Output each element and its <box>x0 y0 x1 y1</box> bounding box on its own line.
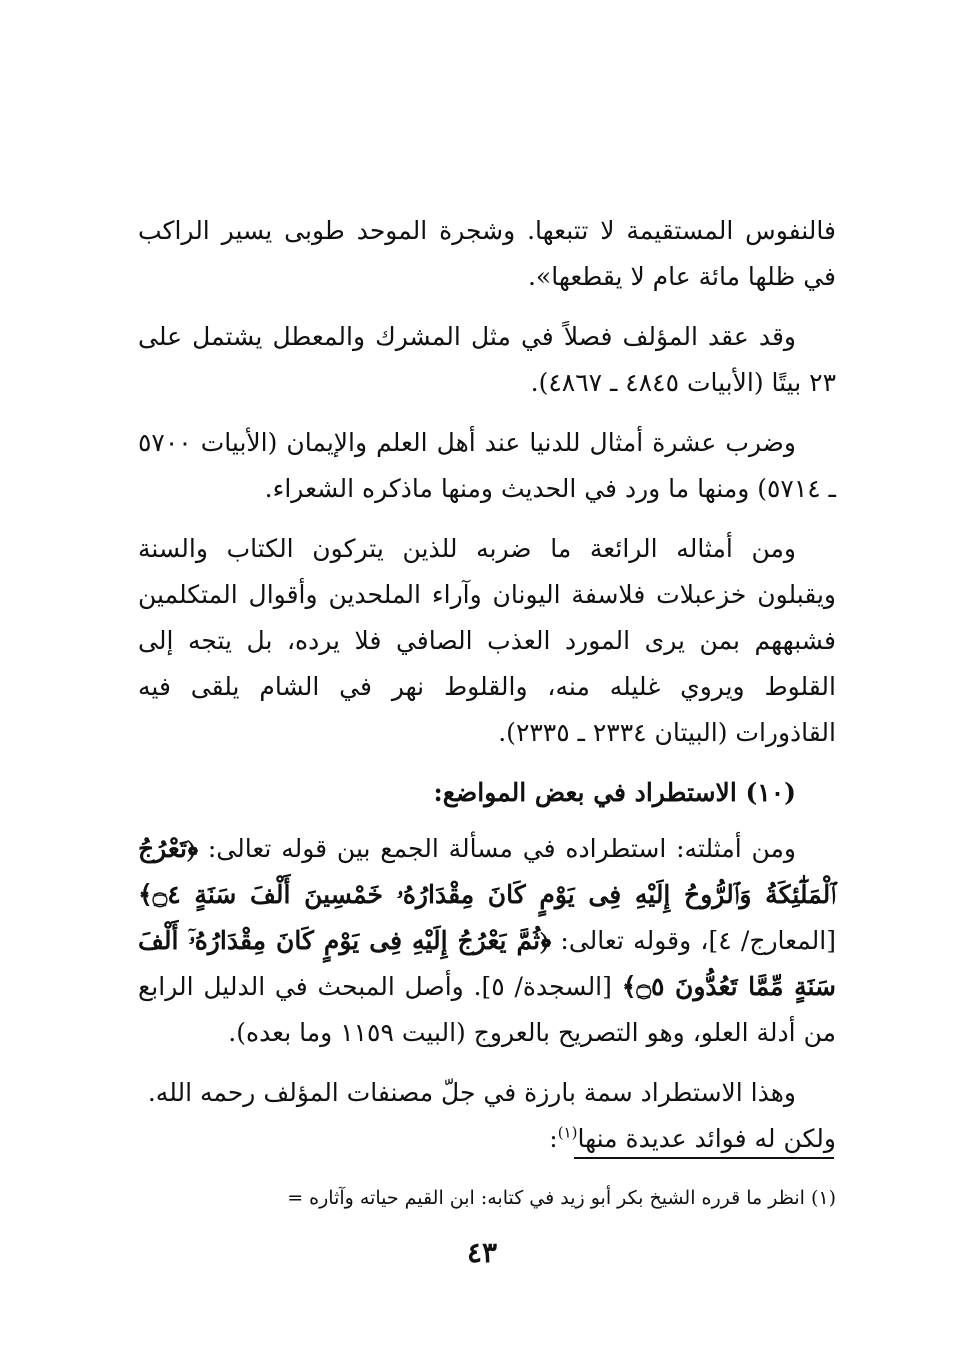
reference-2: [السجدة/ ٥]. وأصل المبحث في الدليل الرابع من أدلة العلو، وهو التصريح بالعروج (البيت ١١٥٩ وما بعده). <box>138 972 836 1047</box>
example-intro: ومن أمثلته: استطراده في مسألة الجمع بين قوله تعالى: <box>198 834 796 863</box>
quran-verse-1: ﴿تَعْرُجُ ٱلْمَلَٰٓئِكَةُ وَٱلرُّوحُ إِلَيْهِ فِى يَوْمٍ كَانَ مِقْدَارُهُۥ خَمْسِينَ أَلْفَ سَنَةٍ ۝٤﴾ <box>138 834 836 909</box>
closing-line-2: ولكن له فوائد عديدة منها <box>577 1124 836 1153</box>
paragraph-world-examples: وضرب عشرة أمثال للدنيا عند أهل العلم والإيمان (الأبيات ٥٧٠٠ ـ ٥٧١٤) ومنها ما ورد في الحديث ومنها ماذكره الشعراء. <box>138 428 836 503</box>
paragraph-closing <box>138 1070 836 1162</box>
closing-line-2-end: : <box>549 1124 558 1153</box>
reference-1: [المعارج/ ٤]، وقوله تعالى: <box>551 926 836 955</box>
footnote-divider <box>574 1157 834 1159</box>
footnote-text: (١) انظر ما قرره الشيخ بكر أبو زيد في كتابه: ابن القيم حياته وآثاره = <box>287 1187 836 1209</box>
page-number: ٤٣ <box>466 1236 498 1269</box>
closing-line-1: وهذا الاستطراد سمة بارزة في جلّ مصنفات المؤلف رحمه الله. <box>147 1078 796 1107</box>
paragraph-polytheist-example: وقد عقد المؤلف فصلاً في مثل المشرك والمعطل يشتمل على ٢٣ بيتًا (الأبيات ٤٨٤٥ ـ ٤٨٦٧). <box>138 322 836 397</box>
main-text <box>138 208 836 1162</box>
section-heading: (١٠) الاستطراد في بعض المواضع: <box>433 778 796 807</box>
paragraph-quran-example <box>138 826 836 1056</box>
footnote-marker[interactable]: (١) <box>557 1123 578 1142</box>
paragraph-continuation: فالنفوس المستقيمة لا تتبعها. وشجرة الموحد طوبى يسير الراكب في ظلها مائة عام لا يقطعها». <box>138 216 836 291</box>
paragraph-qallut-example: ومن أمثاله الرائعة ما ضربه للذين يتركون الكتاب والسنة ويقبلون خزعبلات فلاسفة اليونان وآراء الملحدين وأقوال المتكلمين فشبههم بمن يرى المورد العذب الصافي فلا يرده، بل يتجه إلى القلوط ويروي غليله منه، والقلوط نهر في الشام يلقى فيه القاذورات (البيتان ٢٣٣٤ ـ ٢٣٣٥). <box>138 534 836 747</box>
quran-verse-2: ﴿ثُمَّ يَعْرُجُ إِلَيْهِ فِى يَوْمٍ كَانَ مِقْدَارُهُۥٓ أَلْفَ سَنَةٍ مِّمَّا تَعُدُّونَ ۝٥﴾ <box>138 926 837 1001</box>
